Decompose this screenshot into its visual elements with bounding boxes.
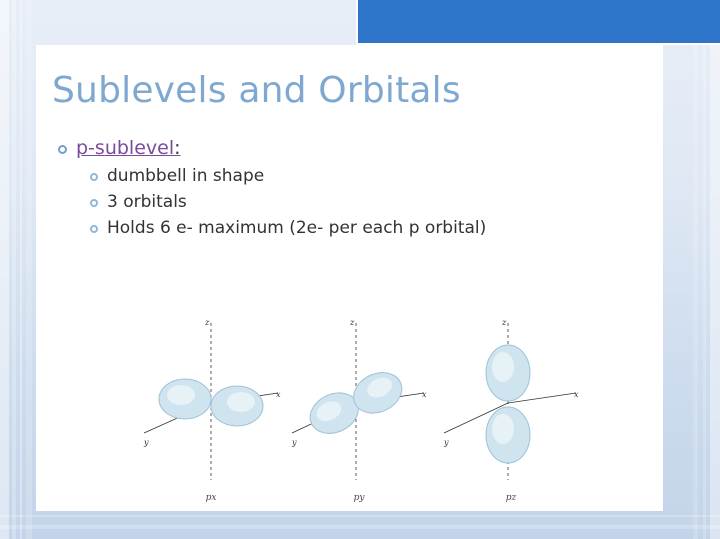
axis-label-x: x (276, 390, 281, 399)
decorative-band-bottom-1 (0, 525, 720, 529)
p-x-orbital-diagram (136, 315, 286, 505)
header-color-block (356, 0, 720, 45)
decorative-band-left-4 (26, 0, 32, 539)
axis-label-y: y (444, 438, 449, 447)
list-item (90, 166, 648, 187)
p-y-orbital-diagram (284, 315, 434, 505)
axis-label-z: z (502, 318, 507, 327)
bullet-text-level2: Holds 6 e- maximum (2e- per each p orbital) (107, 218, 487, 239)
ring-bullet-icon (58, 145, 67, 154)
decorative-band-right-2 (703, 0, 706, 539)
axis-label-z: z (350, 318, 355, 327)
orbital-label: px (205, 493, 217, 503)
p-y-orbital-svg (284, 315, 434, 490)
decorative-band-left-3 (20, 0, 22, 539)
slide-content-panel (36, 45, 663, 511)
bullet-text-level2: 3 orbitals (107, 192, 187, 212)
decorative-band-right-3 (693, 0, 698, 539)
page-title: Sublevels and Orbitals (52, 70, 461, 111)
p-z-orbital-diagram (436, 315, 586, 505)
p-z-orbital-svg (436, 315, 586, 490)
bullet-term-tail: : (174, 137, 181, 159)
list-item (90, 192, 648, 213)
axis-label-x: x (422, 390, 427, 399)
axis-label-z: z (205, 318, 210, 327)
orbital-label: pz (505, 493, 517, 503)
decorative-band-bottom-2 (0, 515, 720, 517)
decorative-band-left-1 (0, 0, 9, 539)
axis-label-y: y (144, 438, 149, 447)
orbital-diagram-group (136, 315, 596, 505)
orbital-label: py (353, 493, 365, 503)
p-x-orbital-svg (136, 315, 286, 490)
ring-bullet-small-icon (90, 199, 98, 207)
list-item (58, 137, 648, 161)
list-item (90, 218, 648, 239)
bullet-list (58, 137, 648, 245)
ring-bullet-small-icon (90, 173, 98, 181)
bullet-text-level1 (76, 137, 181, 161)
decorative-band-left-2 (12, 0, 16, 539)
ring-bullet-small-icon (90, 225, 98, 233)
bullet-text-level2: dumbbell in shape (107, 165, 265, 186)
axis-label-x: x (574, 390, 579, 399)
axis-label-y: y (292, 438, 297, 447)
bullet-term: p-sublevel (76, 137, 175, 159)
decorative-band-right-1 (710, 0, 720, 539)
